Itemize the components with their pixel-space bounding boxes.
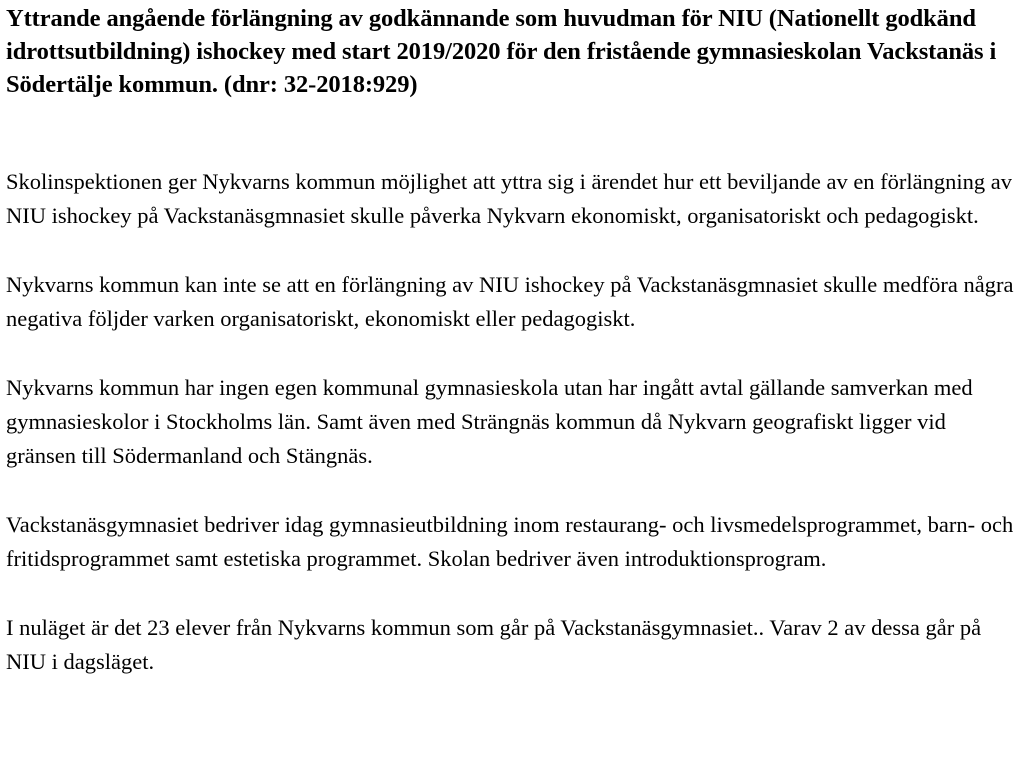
document-page	[6, 0, 1018, 679]
paragraph-request: Skolinspektionen ger Nykvarns kommun möjlighet att yttra sig i ärendet hur ett beviljande av en förlängning av NIU ishockey på Vackstanäsgmnasiet skulle påverka Nykvarn ekonomiskt, organisatoriskt och pedagogiskt.	[6, 169, 1013, 228]
document-title: Yttrande angående förlängning av godkännande som huvudman för NIU (Nationellt godkänd idrottsutbildning) ishockey med start 2019/2020 för den fristående gymnasieskolan Vackstanäs i Södertälje kommun. (dnr: 32-2018:929)	[6, 5, 997, 98]
paragraph-assessment: Nykvarns kommun kan inte se att en förlängning av NIU ishockey på Vackstanäsgmnasiet skulle medföra några negativa följder varken organisatoriskt, ekonomiskt eller pedagogiskt.	[6, 272, 1014, 331]
paragraph-school-programs: Vackstanäsgymnasiet bedriver idag gymnasieutbildning inom restaurang- och livsmedelsprogrammet, barn- och fritidsprogrammet samt estetiska programmet. Skolan bedriver även introduktionsprogram.	[6, 512, 1014, 571]
paragraph-student-count: I nuläget är det 23 elever från Nykvarns kommun som går på Vackstanäsgymnasiet.. Varav 2 av dessa går på NIU i dagsläget.	[6, 615, 982, 674]
paragraph-agreements: Nykvarns kommun har ingen egen kommunal gymnasieskola utan har ingått avtal gällande samverkan med gymnasieskolor i Stockholms län. Samt även med Strängnäs kommun då Nykvarn geografiskt ligger vid gränsen till Södermanland och Stängnäs.	[6, 375, 973, 468]
